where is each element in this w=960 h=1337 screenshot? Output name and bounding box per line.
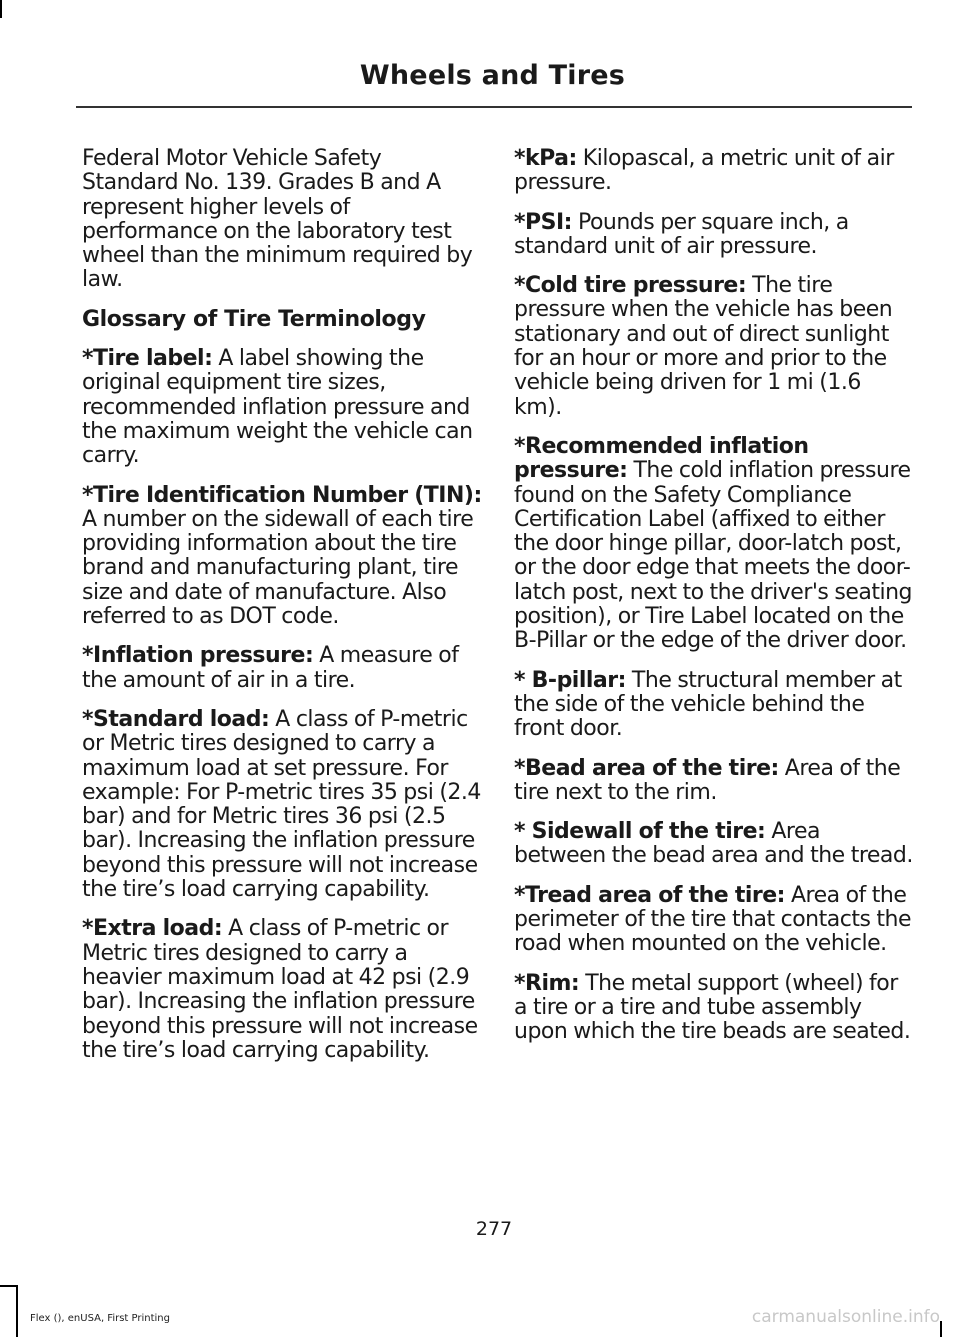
glossary-definition: Area of the perimeter of the tire that contacts the road when mounted on the vehicle. [514, 882, 912, 957]
glossary-term: *PSI: [514, 209, 572, 235]
glossary-definition: A measure of the amount of air in a tire. [82, 643, 459, 693]
page-header-title: Wheels and Tires [359, 60, 625, 91]
glossary-definition: Pounds per square inch, a standard unit of air pressure. [514, 209, 849, 259]
glossary-term: *Standard load: [82, 706, 270, 732]
glossary-definition: A class of P-metric or Metric tires designed to carry a maximum load at set pressure. For example: For P-metric tires 35 psi (2.4 bar) and for Metric tires 36 psi (2.5 bar). Increasing the inflation pressure beyond this pressure will not increase the tire’s load carrying capability. [82, 706, 481, 903]
glossary-entry [514, 147, 914, 196]
glossary-definition: A class of P-metric or Metric tires designed to carry a heavier maximum load at 42 psi (2.9 bar). Increasing the inflation pressure beyond this pressure will not increase the tire’s load carrying capability. [82, 916, 478, 1063]
crop-mark-top-left [0, 0, 2, 18]
glossary-definition: Kilopascal, a metric unit of air pressure. [514, 146, 894, 196]
glossary-term: *Extra load: [82, 916, 223, 942]
glossary-entry [514, 211, 914, 260]
glossary-entry [82, 347, 482, 468]
glossary-term: * Sidewall of the tire: [514, 819, 766, 845]
glossary-definition: Area between the bead area and the tread. [514, 819, 913, 869]
glossary-term: *Rim: [514, 970, 580, 996]
glossary-term: *Bead area of the tire: [514, 755, 779, 781]
glossary-entry [82, 644, 482, 693]
glossary-term: *Recommended inflation pressure: [514, 433, 809, 484]
glossary-term: *kPa: [514, 146, 577, 171]
left-column [82, 147, 482, 1078]
glossary-term: *Inflation pressure: [82, 643, 314, 669]
glossary-definition: The structural member at the side of the vehicle behind the front door. [514, 667, 902, 742]
glossary-entry [514, 435, 914, 654]
watermark: carmanualsonline.info [751, 1307, 940, 1327]
glossary-term: *Tread area of the tire: [514, 882, 785, 908]
glossary-definition: The tire pressure when the vehicle has been stationary and out of direct sunlight for an hour or more and prior to the vehicle being driven for 1 mi (1.6 km). [514, 273, 893, 420]
header-divider [76, 106, 912, 108]
glossary-definition: The cold inflation pressure found on the Safety Compliance Certification Label (affixed to either the door hinge pillar, door-latch post, or the door edge that meets the door-latch post, next to the driver's seating position), or Tire Label located on the B-Pillar or the edge of the driver door. [514, 458, 913, 654]
glossary-definition: The metal support (wheel) for a tire or a tire and tube assembly upon which the tire beads are seated. [514, 970, 911, 1045]
glossary-entry [82, 484, 482, 630]
glossary-term: * B-pillar: [514, 667, 626, 693]
page-number: 277 [475, 1218, 513, 1240]
crop-mark-bottom-right [940, 1321, 942, 1337]
glossary-entry [514, 820, 914, 869]
glossary-entry [514, 972, 914, 1045]
glossary-heading: Glossary of Tire Terminology [82, 306, 426, 332]
glossary-term: *Tire Identification Number (TIN): [82, 482, 482, 508]
glossary-definition: A label showing the original equipment tire sizes, recommended inflation pressure and the maximum weight the vehicle can carry. [82, 346, 473, 469]
glossary-term: *Cold tire pressure: [514, 273, 747, 299]
glossary-definition: A number on the sidewall of each tire providing information about the tire brand and manufacturing plant, tire size and date of manufacture. Also referred to as DOT code. [82, 506, 474, 630]
print-info: Flex (), enUSA, First Printing [30, 1313, 170, 1324]
glossary-entry [514, 274, 914, 420]
glossary-entry [514, 757, 914, 806]
crop-mark-bottom-left-vertical [16, 1285, 18, 1337]
right-column [514, 147, 914, 1060]
glossary-term: *Tire label: [82, 346, 213, 372]
intro-paragraph: Federal Motor Vehicle Safety Standard No. 139. Grades B and A represent higher levels of performance on the laboratory test wheel than the minimum required by law. [82, 146, 473, 293]
glossary-entry [82, 708, 482, 902]
glossary-entry [82, 917, 482, 1063]
glossary-entry [514, 884, 914, 957]
glossary-definition: Area of the tire next to the rim. [514, 755, 901, 805]
glossary-entry [514, 669, 914, 742]
